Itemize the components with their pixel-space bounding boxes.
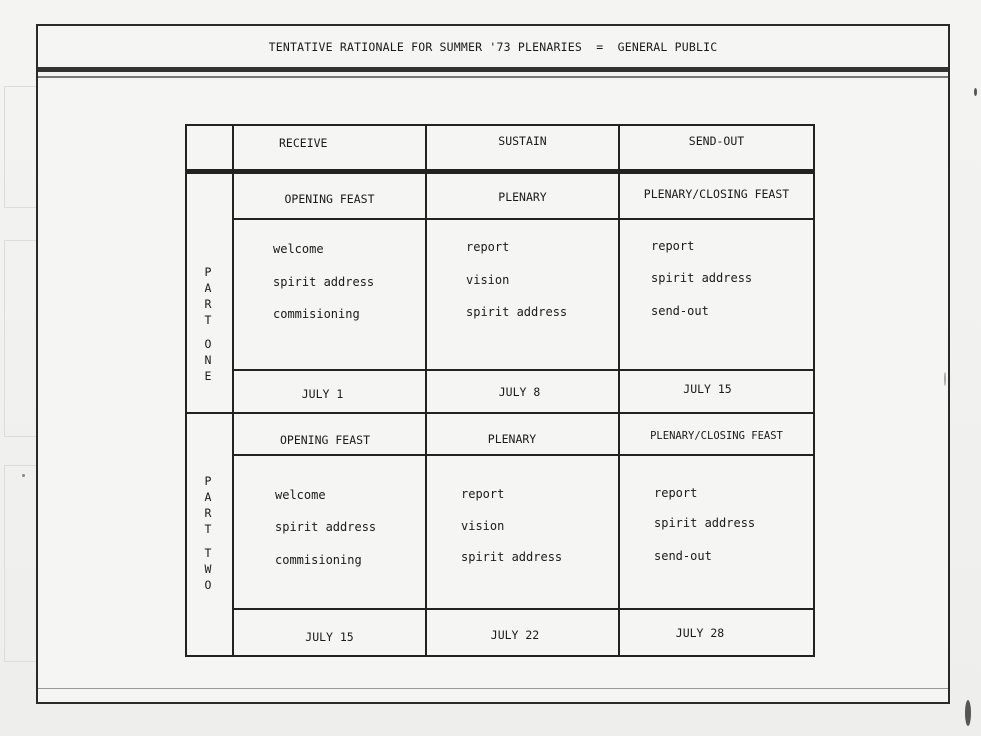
part-one-receive-item: commisioning [273, 307, 360, 321]
part-two-letter [201, 537, 215, 545]
part-two-receive-item: spirit address [275, 520, 377, 534]
part-two-event-receive: OPENING FEAST [279, 433, 370, 447]
column-header-sustain: SUSTAIN [498, 134, 547, 148]
part-two-letter: T [204, 546, 212, 560]
part-two-letter: R [204, 506, 212, 520]
part-one-letter: P [204, 265, 212, 279]
part-one-date-send-out: JULY 15 [683, 382, 732, 396]
part-one-send-out-item: report [651, 239, 695, 253]
part-one-date-receive: JULY 1 [301, 387, 344, 401]
part-one-letter [201, 328, 215, 336]
scan-speck [22, 474, 25, 477]
plenary-table [185, 124, 815, 657]
part-one-event-send-out: PLENARY/CLOSING FEAST [643, 187, 790, 201]
scan-speck [974, 88, 977, 96]
part-one-label [201, 264, 215, 384]
part-one-letter: A [204, 281, 212, 295]
part-one-letter: N [204, 353, 212, 367]
part-two-label [201, 473, 215, 593]
part-two-date-sustain: JULY 22 [490, 628, 540, 642]
part-two-letter: T [204, 522, 212, 536]
part-one-receive-item: welcome [273, 242, 324, 256]
scan-speck [944, 372, 946, 386]
part-two-date-divider [232, 608, 813, 610]
part-one-send-out-item: spirit address [651, 271, 753, 285]
scan-speck [965, 700, 971, 726]
part-two-letter: P [204, 474, 212, 488]
part-one-event-divider [232, 218, 813, 220]
title-underline [38, 76, 948, 78]
part-one-letter: R [204, 297, 212, 311]
part-one-event-sustain: PLENARY [498, 190, 547, 204]
part-divider [187, 412, 813, 414]
part-one-sustain-item: report [466, 240, 510, 254]
part-two-send-out-item: spirit address [654, 516, 756, 530]
part-two-receive-item: welcome [275, 488, 326, 502]
part-one-date-divider [232, 369, 813, 371]
part-one-sustain-item: vision [466, 273, 510, 287]
part-two-event-sustain: PLENARY [487, 432, 537, 446]
part-one-letter: O [204, 337, 212, 351]
title-bar [38, 26, 948, 72]
part-one-letter: T [204, 313, 212, 327]
part-two-event-divider [232, 454, 813, 456]
part-two-send-out-item: report [654, 486, 698, 500]
part-two-date-receive: JULY 15 [305, 630, 354, 644]
document-title: TENTATIVE RATIONALE FOR SUMMER '73 PLENARIES = GENERAL PUBLIC [268, 39, 718, 54]
column-header-send-out: SEND-OUT [688, 134, 745, 148]
column-header-receive: RECEIVE [279, 136, 328, 150]
part-two-sustain-item: spirit address [461, 550, 563, 564]
part-two-date-send-out: JULY 28 [675, 626, 725, 640]
part-one-send-out-item: send-out [651, 304, 709, 318]
part-one-letter: E [204, 369, 212, 383]
part-one-event-receive: OPENING FEAST [284, 192, 375, 206]
part-two-event-send-out: PLENARY/CLOSING FEAST [650, 430, 783, 442]
part-one-date-sustain: JULY 8 [498, 385, 541, 399]
part-one-sustain-item: spirit address [466, 305, 568, 319]
bottom-rule [38, 688, 948, 689]
part-two-sustain-item: report [461, 487, 505, 501]
part-two-send-out-item: send-out [654, 549, 712, 563]
header-divider [187, 169, 813, 174]
part-two-letter: A [204, 490, 212, 504]
part-two-receive-item: commisioning [275, 553, 362, 567]
part-one-receive-item: spirit address [273, 275, 375, 289]
part-two-letter: W [204, 562, 212, 576]
part-two-sustain-item: vision [461, 519, 505, 533]
part-two-letter: O [204, 578, 212, 592]
